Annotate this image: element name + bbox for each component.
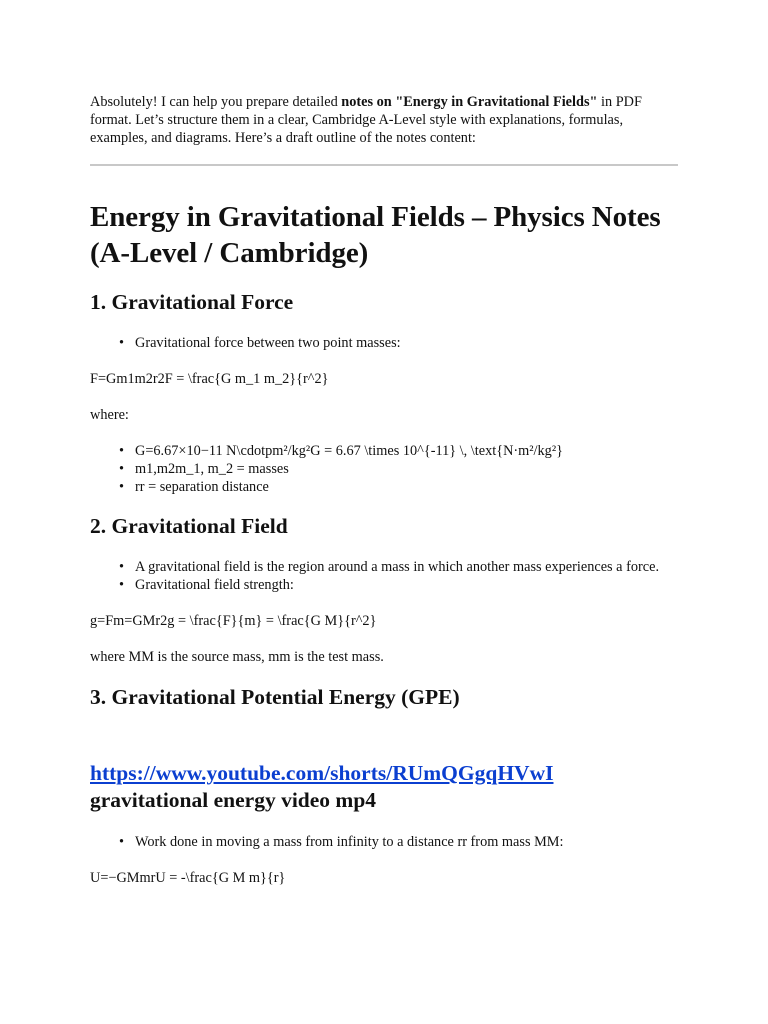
heading-gravitational-field: 2. Gravitational Field: [90, 514, 288, 538]
list-item: • Gravitational field strength:: [135, 576, 678, 594]
heading-gravitational-potential-energy: 3. Gravitational Potential Energy (GPE): [90, 685, 460, 709]
force-bullet-list: [90, 334, 678, 352]
intro-paragraph: [90, 93, 678, 147]
list-item: • rr = separation distance: [135, 478, 678, 496]
gpe-bullet: • Work done in moving a mass from infinity to a distance rr from mass MM:: [135, 833, 678, 851]
field-note: where MM is the source mass, mm is the test mass.: [90, 649, 384, 665]
force-variables-list: [90, 442, 678, 496]
gpe-formula: U=−GMmrU = -\frac{G M m}{r}: [90, 870, 286, 886]
video-block: [90, 760, 678, 814]
page-title: Energy in Gravitational Fields – Physics Notes (A-Level / Cambridge): [90, 201, 661, 269]
list-item: • m1,m2m_1, m_2 = masses: [135, 460, 678, 478]
gpe-bullet-list: [90, 833, 678, 851]
intro-text-start: Absolutely! I can help you prepare detailed: [90, 94, 342, 110]
list-item: • A gravitational field is the region around a mass in which another mass experiences a force.: [135, 558, 678, 576]
force-formula: F=Gm1m2r2F = \frac{G m_1 m_2}{r^2}: [90, 371, 329, 387]
document-body: [90, 93, 678, 887]
field-bullet-list: [90, 558, 678, 594]
video-title: gravitational energy video mp4: [90, 788, 377, 812]
youtube-link[interactable]: https://www.youtube.com/shorts/RUmQGgqHVwI: [90, 761, 554, 785]
list-item: • G=6.67×10−11 N\cdotpm²/kg²G = 6.67 \times 10^{-11} \, \text{N·m²/kg²}: [135, 442, 678, 460]
intro-text-end: in PDF format. Let’s structure them in a clear, Cambridge A-Level style with explanations, formulas, examples, and diagrams. Here’s a draft outline of the notes content:: [90, 94, 642, 146]
force-bullet: • Gravitational force between two point masses:: [135, 334, 678, 352]
horizontal-divider: [90, 164, 678, 166]
force-where-label: where:: [90, 407, 129, 423]
intro-bold-topic: notes on "Energy in Gravitational Fields": [341, 94, 598, 110]
field-formula: g=Fm=GMr2g = \frac{F}{m} = \frac{G M}{r^2}: [90, 613, 377, 629]
heading-gravitational-force: 1. Gravitational Force: [90, 290, 294, 314]
